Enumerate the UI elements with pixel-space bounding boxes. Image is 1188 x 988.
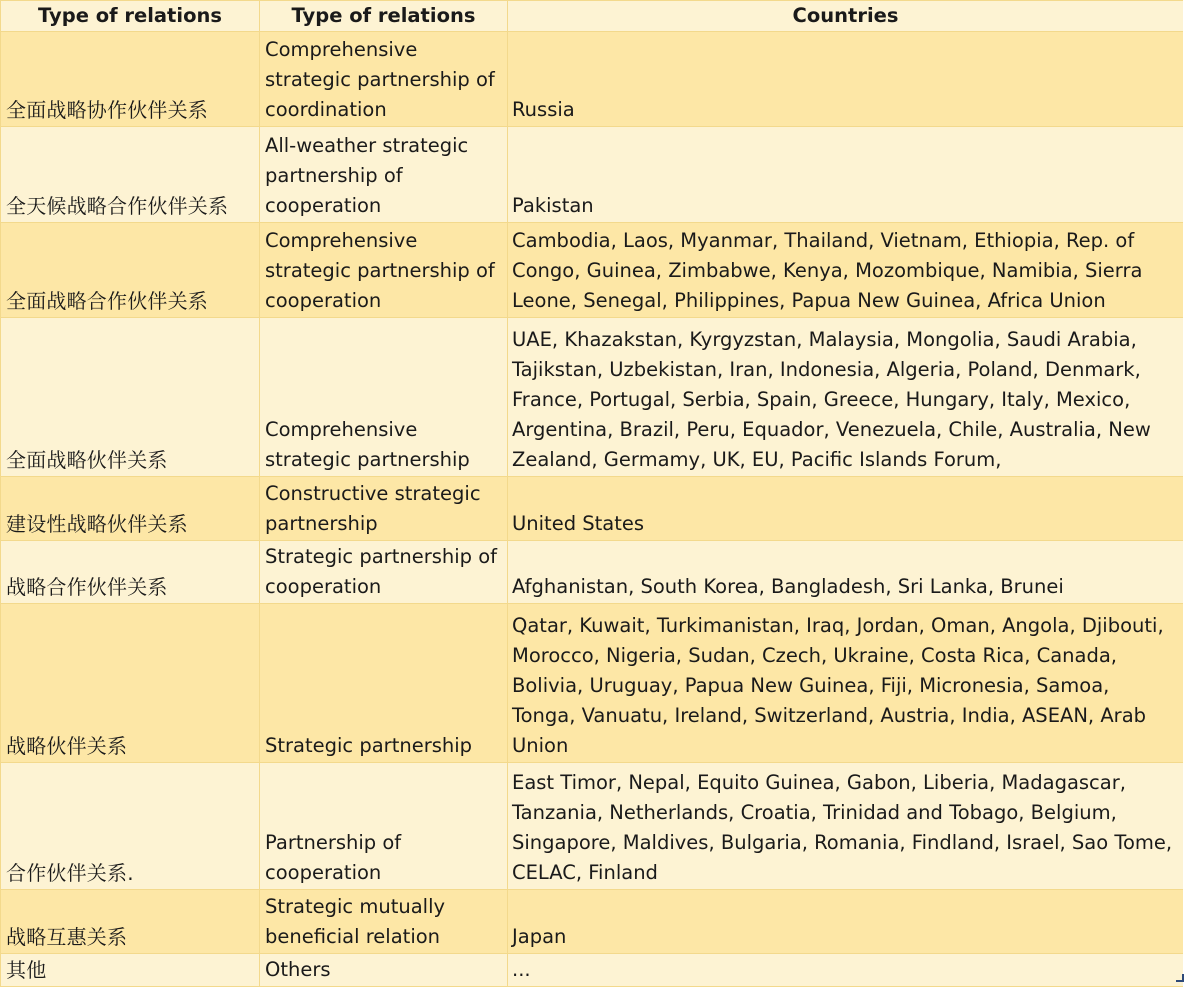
relation-type-en[interactable]: All-weather strategic partnership of cooperation (260, 127, 508, 223)
header-row (1, 1, 1184, 32)
table-row (1, 32, 1184, 127)
table-row (1, 127, 1184, 223)
relation-type-en[interactable]: Comprehensive strategic partnership of cooperation (260, 223, 508, 318)
relation-type-zh[interactable]: 全面战略伙伴关系 (1, 318, 260, 477)
countries-cell[interactable]: Qatar, Kuwait, Turkimanistan, Iraq, Jordan, Oman, Angola, Djibouti, Morocco, Nigeria, Sudan, Czech, Ukraine, Costa Rica, Canada, Bolivia, Uruguay, Papua New Guinea, Fiji, Micronesia, Samoa, Tonga, Vanuatu, Ireland, Switzerland, Austria, India, ASEAN, Arab Union (508, 604, 1184, 763)
countries-cell[interactable]: Cambodia, Laos, Myanmar, Thailand, Vietnam, Ethiopia, Rep. of Congo, Guinea, Zimbabwe, Kenya, Mozombique, Namibia, Sierra Leone, Senegal, Philippines, Papua New Guinea, Africa Union (508, 223, 1184, 318)
table-row (1, 890, 1184, 954)
countries-cell[interactable]: East Timor, Nepal, Equito Guinea, Gabon, Liberia, Madagascar, Tanzania, Netherlands, Croatia, Trinidad and Tobago, Belgium, Singapore, Maldives, Bulgaria, Romania, Findland, Israel, Sao Tome, CELAC, Finland (508, 763, 1184, 890)
relation-type-zh[interactable]: 全面战略合作伙伴关系 (1, 223, 260, 318)
header-cell-countries[interactable]: Countries (508, 1, 1184, 32)
table-row (1, 477, 1184, 541)
countries-cell[interactable]: Afghanistan, South Korea, Bangladesh, Sri Lanka, Brunei (508, 541, 1184, 604)
countries-cell[interactable]: UAE, Khazakstan, Kyrgyzstan, Malaysia, Mongolia, Saudi Arabia, Tajikstan, Uzbekistan, Iran, Indonesia, Algeria, Poland, Denmark, France, Portugal, Serbia, Spain, Greece, Hungary, Italy, Mexico, Argentina, Brazil, Peru, Equador, Venezuela, Chile, Australia, New Zealand, Germamy, UK, EU, Pacific Islands Forum, (508, 318, 1184, 477)
relation-type-en[interactable]: Constructive strategic partnership (260, 477, 508, 541)
table-row (1, 954, 1184, 987)
relation-type-en[interactable]: Strategic partnership of cooperation (260, 541, 508, 604)
countries-cell[interactable]: United States (508, 477, 1184, 541)
table-row (1, 604, 1184, 763)
relation-type-zh[interactable]: 全面战略协作伙伴关系 (1, 32, 260, 127)
relation-type-en[interactable]: Others (260, 954, 508, 987)
header-cell-type-en[interactable]: Type of relations (260, 1, 508, 32)
sheet-edge (1183, 0, 1188, 988)
countries-cell[interactable]: ... (508, 954, 1184, 987)
relation-type-en[interactable]: Strategic mutually beneficial relation (260, 890, 508, 954)
relation-type-zh[interactable]: 合作伙伴关系. (1, 763, 260, 890)
relation-type-zh[interactable]: 建设性战略伙伴关系 (1, 477, 260, 541)
table-row (1, 763, 1184, 890)
relation-type-zh[interactable]: 其他 (1, 954, 260, 987)
header-cell-type-zh[interactable]: Type of relations (1, 1, 260, 32)
countries-cell[interactable]: Japan (508, 890, 1184, 954)
relation-type-en[interactable]: Comprehensive strategic partnership of coordination (260, 32, 508, 127)
relation-type-en[interactable]: Strategic partnership (260, 604, 508, 763)
relation-type-en[interactable]: Partnership of cooperation (260, 763, 508, 890)
relation-type-zh[interactable]: 战略合作伙伴关系 (1, 541, 260, 604)
table-row (1, 541, 1184, 604)
table-row (1, 223, 1184, 318)
resize-handle-icon[interactable] (1176, 974, 1184, 982)
table-row (1, 318, 1184, 477)
countries-cell[interactable]: Russia (508, 32, 1184, 127)
relation-type-zh[interactable]: 战略互惠关系 (1, 890, 260, 954)
relation-type-zh[interactable]: 全天候战略合作伙伴关系 (1, 127, 260, 223)
relation-type-zh[interactable]: 战略伙伴关系 (1, 604, 260, 763)
relation-type-en[interactable]: Comprehensive strategic partnership (260, 318, 508, 477)
countries-cell[interactable]: Pakistan (508, 127, 1184, 223)
